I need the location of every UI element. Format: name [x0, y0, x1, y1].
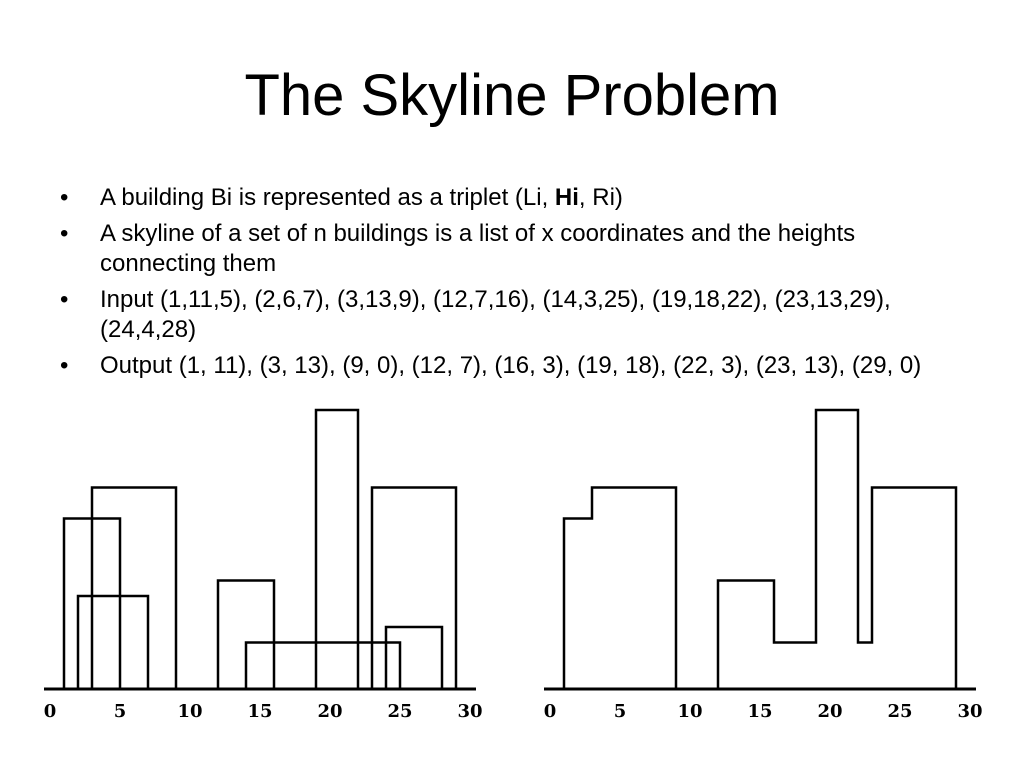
building-rect	[386, 627, 442, 689]
skyline-diagram	[540, 400, 990, 730]
axis-tick-label: 5	[113, 701, 127, 722]
bullet-dot: •	[60, 352, 69, 379]
buildings-svg	[40, 400, 490, 730]
axis-tick-label: 30	[457, 701, 483, 722]
bullet-text: Output (1, 11), (3, 13), (9, 0), (12, 7), (16, 3), (19, 18), (22, 3), (23, 13), (29, 0)	[100, 352, 922, 379]
skyline-outline	[564, 410, 956, 689]
axis-tick-label: 20	[317, 701, 343, 722]
axis-tick-label: 5	[613, 701, 627, 722]
bullet-item	[60, 285, 960, 345]
bullet-text: A skyline of a set of n buildings is a list of x coordinates and the heights connecting them	[100, 220, 856, 277]
axis-tick-label: 0	[43, 701, 57, 722]
axis-tick-label: 0	[543, 701, 557, 722]
building-rect	[372, 488, 456, 690]
axis-tick-label: 10	[177, 701, 203, 722]
bullet-dot: •	[60, 220, 69, 247]
bullet-bold-text: Hi	[554, 184, 579, 211]
axis-tick-label: 25	[387, 701, 413, 722]
bullet-item	[60, 219, 960, 279]
axis-tick-label: 25	[887, 701, 913, 722]
building-rect	[78, 596, 148, 689]
bullet-list	[60, 183, 960, 387]
slide-title: The Skyline Problem	[244, 63, 780, 128]
axis-tick-label: 20	[817, 701, 843, 722]
buildings-diagram	[40, 400, 490, 730]
axis-tick-label: 30	[957, 701, 983, 722]
bullet-item	[60, 351, 960, 381]
skyline-svg	[540, 400, 990, 730]
bullet-text-end: , Ri)	[578, 184, 623, 211]
building-rect	[246, 643, 400, 690]
bullet-item	[60, 183, 960, 213]
bullet-text: A building Bi is represented as a triplet (Li,	[100, 184, 555, 211]
axis-tick-label: 10	[677, 701, 703, 722]
axis-tick-label: 15	[747, 701, 773, 722]
bullet-text: Input (1,11,5), (2,6,7), (3,13,9), (12,7,16), (14,3,25), (19,18,22), (23,13,29), (24,4,28)	[100, 286, 891, 343]
building-rect	[316, 410, 358, 689]
bullet-dot: •	[60, 184, 69, 211]
bullet-dot: •	[60, 286, 69, 313]
axis-tick-label: 15	[247, 701, 273, 722]
